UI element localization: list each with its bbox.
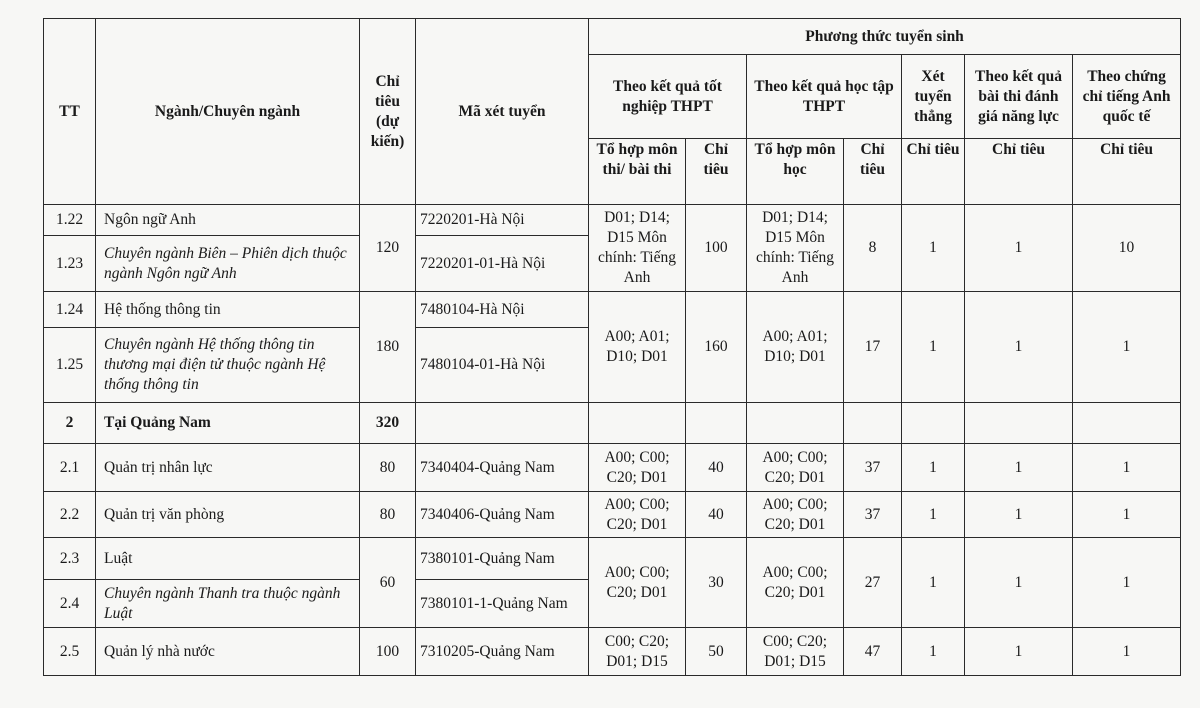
row-code xyxy=(416,403,589,444)
row-tt: 2.2 xyxy=(44,492,96,538)
row-xt: 1 xyxy=(902,292,965,403)
header-phuong-thuc: Phương thức tuyển sinh xyxy=(589,19,1181,55)
table-row xyxy=(44,628,1181,676)
row-to-hop-hoc xyxy=(747,403,844,444)
row-name: Ngôn ngữ Anh xyxy=(96,205,360,236)
row-ct-hoc: 27 xyxy=(844,538,902,628)
row-to-hop-thi: C00; C20; D01; D15 xyxy=(589,628,686,676)
row-nl: 1 xyxy=(965,492,1073,538)
table-row xyxy=(44,444,1181,492)
row-ct-thpt: 100 xyxy=(686,205,747,292)
row-code: 7340406-Quảng Nam xyxy=(416,492,589,538)
row-name: Luật xyxy=(96,538,360,580)
table-row xyxy=(44,205,1181,236)
row-ta: 1 xyxy=(1073,628,1181,676)
row-to-hop-thi: A00; C00; C20; D01 xyxy=(589,492,686,538)
row-ct-hoc xyxy=(844,403,902,444)
row-ct-hoc: 8 xyxy=(844,205,902,292)
table-row xyxy=(44,538,1181,580)
row-chi-tieu: 120 xyxy=(360,205,416,292)
row-nl: 1 xyxy=(965,444,1073,492)
header-chi-tieu-hoc: Chỉ tiêu xyxy=(844,139,902,205)
row-chi-tieu: 100 xyxy=(360,628,416,676)
row-tt: 2.5 xyxy=(44,628,96,676)
row-tt: 1.22 xyxy=(44,205,96,236)
row-ct-thpt: 30 xyxy=(686,538,747,628)
row-ct-thpt: 50 xyxy=(686,628,747,676)
table-row xyxy=(44,403,1181,444)
row-to-hop-hoc: C00; C20; D01; D15 xyxy=(747,628,844,676)
header-method-hoc-tap: Theo kết quả học tập THPT xyxy=(747,55,902,139)
row-to-hop-thi: D01; D14; D15 Môn chính: Tiếng Anh xyxy=(589,205,686,292)
row-name: Chuyên ngành Thanh tra thuộc ngành Luật xyxy=(96,580,360,628)
row-chi-tieu: 60 xyxy=(360,538,416,628)
header-to-hop-hoc: Tổ hợp môn học xyxy=(747,139,844,205)
row-ct-hoc: 37 xyxy=(844,492,902,538)
row-to-hop-thi: A00; C00; C20; D01 xyxy=(589,538,686,628)
header-chi-tieu-xt: Chỉ tiêu xyxy=(902,139,965,205)
row-nl: 1 xyxy=(965,628,1073,676)
row-ta: 10 xyxy=(1073,205,1181,292)
row-name: Chuyên ngành Biên – Phiên dịch thuộc ngành Ngôn ngữ Anh xyxy=(96,236,360,292)
row-chi-tieu: 80 xyxy=(360,444,416,492)
row-tt: 2.4 xyxy=(44,580,96,628)
row-tt: 1.25 xyxy=(44,328,96,403)
row-ct-thpt xyxy=(686,403,747,444)
header-chi-tieu: Chỉ tiêu (dự kiến) xyxy=(360,19,416,205)
header-chi-tieu-thpt: Chỉ tiêu xyxy=(686,139,747,205)
row-to-hop-hoc: D01; D14; D15 Môn chính: Tiếng Anh xyxy=(747,205,844,292)
row-chi-tieu: 180 xyxy=(360,292,416,403)
row-code: 7480104-01-Hà Nội xyxy=(416,328,589,403)
row-xt xyxy=(902,403,965,444)
row-to-hop-thi: A00; A01; D10; D01 xyxy=(589,292,686,403)
row-tt: 2 xyxy=(44,403,96,444)
row-ct-thpt: 40 xyxy=(686,492,747,538)
row-to-hop-hoc: A00; A01; D10; D01 xyxy=(747,292,844,403)
row-to-hop-thi: A00; C00; C20; D01 xyxy=(589,444,686,492)
row-tt: 2.3 xyxy=(44,538,96,580)
row-code: 7220201-01-Hà Nội xyxy=(416,236,589,292)
row-name: Chuyên ngành Hệ thống thông tin thương mại điện tử thuộc ngành Hệ thống thông tin xyxy=(96,328,360,403)
header-method-thpt: Theo kết quả tốt nghiệp THPT xyxy=(589,55,747,139)
header-nganh: Ngành/Chuyên ngành xyxy=(96,19,360,205)
row-xt: 1 xyxy=(902,628,965,676)
header-method-dgnl: Theo kết quả bài thi đánh giá năng lực xyxy=(965,55,1073,139)
header-row xyxy=(44,19,1181,55)
row-ta: 1 xyxy=(1073,292,1181,403)
row-name: Quản trị nhân lực xyxy=(96,444,360,492)
header-ma-xet-tuyen: Mã xét tuyển xyxy=(416,19,589,205)
row-to-hop-hoc: A00; C00; C20; D01 xyxy=(747,538,844,628)
row-code: 7340404-Quảng Nam xyxy=(416,444,589,492)
row-code: 7380101-Quảng Nam xyxy=(416,538,589,580)
header-tt: TT xyxy=(44,19,96,205)
header-chi-tieu-nl: Chỉ tiêu xyxy=(965,139,1073,205)
header-method-tieng-anh: Theo chứng chỉ tiếng Anh quốc tế xyxy=(1073,55,1181,139)
row-nl: 1 xyxy=(965,538,1073,628)
row-name: Quản lý nhà nước xyxy=(96,628,360,676)
table-row xyxy=(44,492,1181,538)
row-chi-tieu: 80 xyxy=(360,492,416,538)
table-row xyxy=(44,292,1181,328)
row-code: 7380101-1-Quảng Nam xyxy=(416,580,589,628)
row-nl: 1 xyxy=(965,292,1073,403)
row-ct-hoc: 47 xyxy=(844,628,902,676)
row-xt: 1 xyxy=(902,538,965,628)
row-ct-hoc: 17 xyxy=(844,292,902,403)
row-chi-tieu: 320 xyxy=(360,403,416,444)
row-to-hop-hoc: A00; C00; C20; D01 xyxy=(747,492,844,538)
row-nl: 1 xyxy=(965,205,1073,292)
admission-table xyxy=(43,18,1181,676)
row-code: 7220201-Hà Nội xyxy=(416,205,589,236)
header-method-xet-thang: Xét tuyển thẳng xyxy=(902,55,965,139)
row-xt: 1 xyxy=(902,205,965,292)
row-code: 7480104-Hà Nội xyxy=(416,292,589,328)
row-to-hop-thi xyxy=(589,403,686,444)
row-ta: 1 xyxy=(1073,538,1181,628)
row-name: Tại Quảng Nam xyxy=(96,403,360,444)
row-nl xyxy=(965,403,1073,444)
row-xt: 1 xyxy=(902,444,965,492)
row-ta: 1 xyxy=(1073,444,1181,492)
row-name: Hệ thống thông tin xyxy=(96,292,360,328)
row-ct-thpt: 40 xyxy=(686,444,747,492)
row-tt: 2.1 xyxy=(44,444,96,492)
row-code: 7310205-Quảng Nam xyxy=(416,628,589,676)
header-to-hop-thi: Tổ hợp môn thi/ bài thi xyxy=(589,139,686,205)
row-tt: 1.24 xyxy=(44,292,96,328)
row-ta xyxy=(1073,403,1181,444)
row-ct-thpt: 160 xyxy=(686,292,747,403)
row-ct-hoc: 37 xyxy=(844,444,902,492)
row-tt: 1.23 xyxy=(44,236,96,292)
row-ta: 1 xyxy=(1073,492,1181,538)
row-to-hop-hoc: A00; C00; C20; D01 xyxy=(747,444,844,492)
header-chi-tieu-ta: Chỉ tiêu xyxy=(1073,139,1181,205)
row-xt: 1 xyxy=(902,492,965,538)
row-name: Quản trị văn phòng xyxy=(96,492,360,538)
